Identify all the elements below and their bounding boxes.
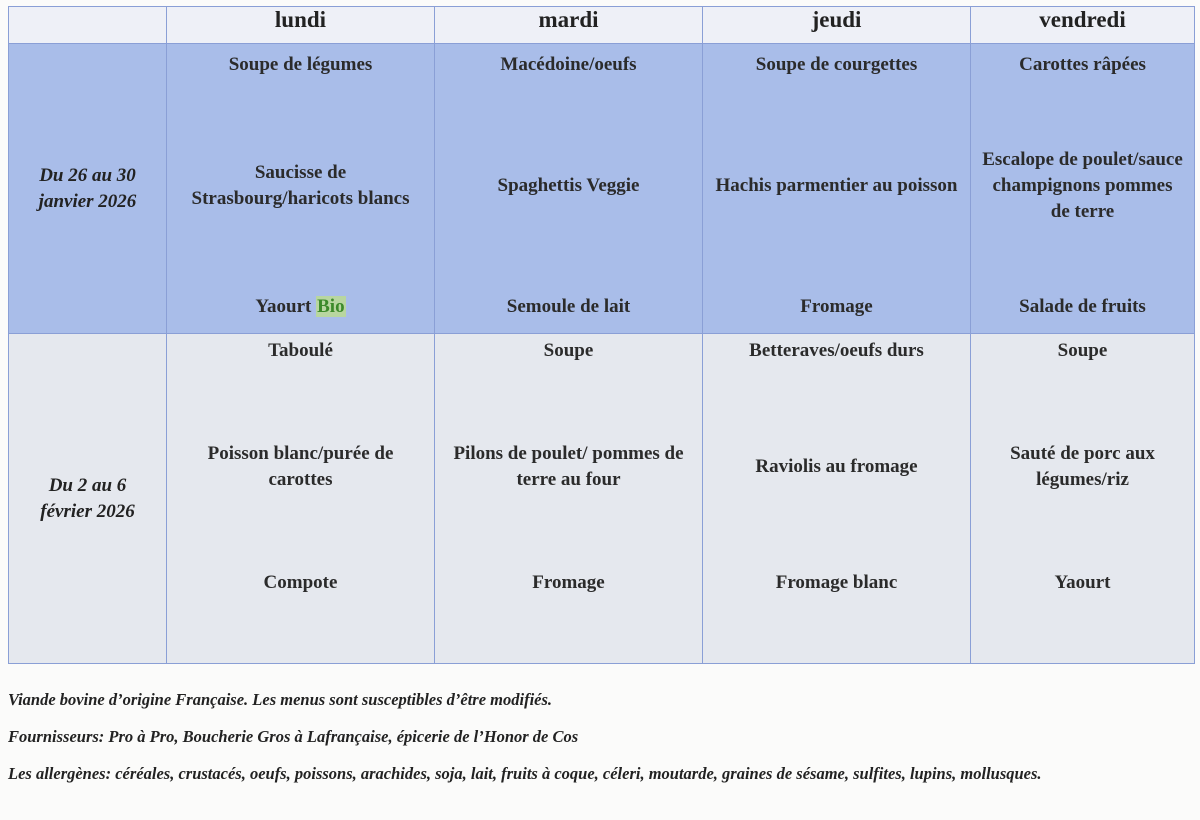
dessert-dish: Compote [263, 572, 338, 593]
starter-dish: Taboulé [268, 340, 333, 361]
dessert-label: Yaourt [255, 296, 312, 317]
header-day-mardi: mardi [435, 7, 703, 44]
menu-cell-w1-mardi [435, 44, 703, 334]
week-label-line2: février 2026 [40, 500, 135, 522]
menu-cell-w2-vendredi [971, 334, 1195, 664]
starter-dish: Soupe [1057, 340, 1108, 361]
bio-badge: Bio [317, 296, 345, 317]
week-row-2 [9, 334, 1195, 664]
main-dish: Saucisse de Strasbourg/haricots blancs [191, 162, 410, 209]
starter-dish: Macédoine/oeufs [500, 54, 637, 75]
main-dish: Spaghettis Veggie [497, 175, 640, 196]
week-label-line2: janvier 2026 [38, 190, 137, 212]
week-row-1 [9, 44, 1195, 334]
dessert-dish: Fromage blanc [775, 572, 898, 593]
dessert-dish: Semoule de lait [506, 296, 631, 317]
starter-dish: Soupe de courgettes [755, 54, 918, 75]
week-label-2 [9, 334, 167, 664]
footer-notes [8, 690, 1194, 801]
week-label-1 [9, 44, 167, 334]
main-dish: Sauté de porc aux légumes/riz [1010, 443, 1155, 490]
main-dish: Hachis parmentier au poisson [715, 175, 958, 196]
dessert-dish: Yaourt [1054, 572, 1111, 593]
menu-cell-w2-mardi [435, 334, 703, 664]
menu-cell-w1-lundi [167, 44, 435, 334]
header-corner [9, 7, 167, 44]
menu-cell-w2-jeudi [703, 334, 971, 664]
dessert-dish [255, 294, 345, 320]
dessert-dish: Fromage [532, 572, 605, 593]
starter-dish: Betteraves/oeufs durs [749, 340, 924, 361]
header-row [9, 7, 1195, 44]
week-label-line1: Du 2 au 6 [48, 474, 127, 496]
menu-cell-w1-jeudi [703, 44, 971, 334]
dessert-dish: Fromage [800, 296, 873, 317]
starter-dish: Soupe [543, 340, 594, 361]
header-day-jeudi: jeudi [703, 7, 971, 44]
starter-dish: Carottes râpées [1019, 54, 1146, 75]
week-label-line1: Du 26 au 30 [39, 164, 136, 186]
main-dish: Raviolis au fromage [755, 456, 918, 477]
header-day-vendredi: vendredi [971, 7, 1195, 44]
starter-dish: Soupe de légumes [228, 54, 373, 75]
menu-cell-w1-vendredi [971, 44, 1195, 334]
menu-table [8, 6, 1195, 664]
dessert-dish: Salade de fruits [1019, 296, 1146, 317]
note-allergens: Les allergènes: céréales, crustacés, oeufs, poissons, arachides, soja, lait, fruits à coque, céleri, moutarde, graines de sésame, sulfites, lupins, mollusques. [8, 764, 1042, 783]
main-dish: Poisson blanc/purée de carottes [207, 443, 394, 490]
menu-cell-w2-lundi [167, 334, 435, 664]
main-dish: Escalope de poulet/sauce champignons pommes de terre [982, 149, 1183, 222]
main-dish: Pilons de poulet/ pommes de terre au four [453, 443, 684, 490]
note-suppliers: Fournisseurs: Pro à Pro, Boucherie Gros à Lafrançaise, épicerie de l’Honor de Cos [8, 727, 579, 746]
note-origin: Viande bovine d’origine Française. Les menus sont susceptibles d’être modifiés. [8, 690, 553, 709]
header-day-lundi: lundi [167, 7, 435, 44]
